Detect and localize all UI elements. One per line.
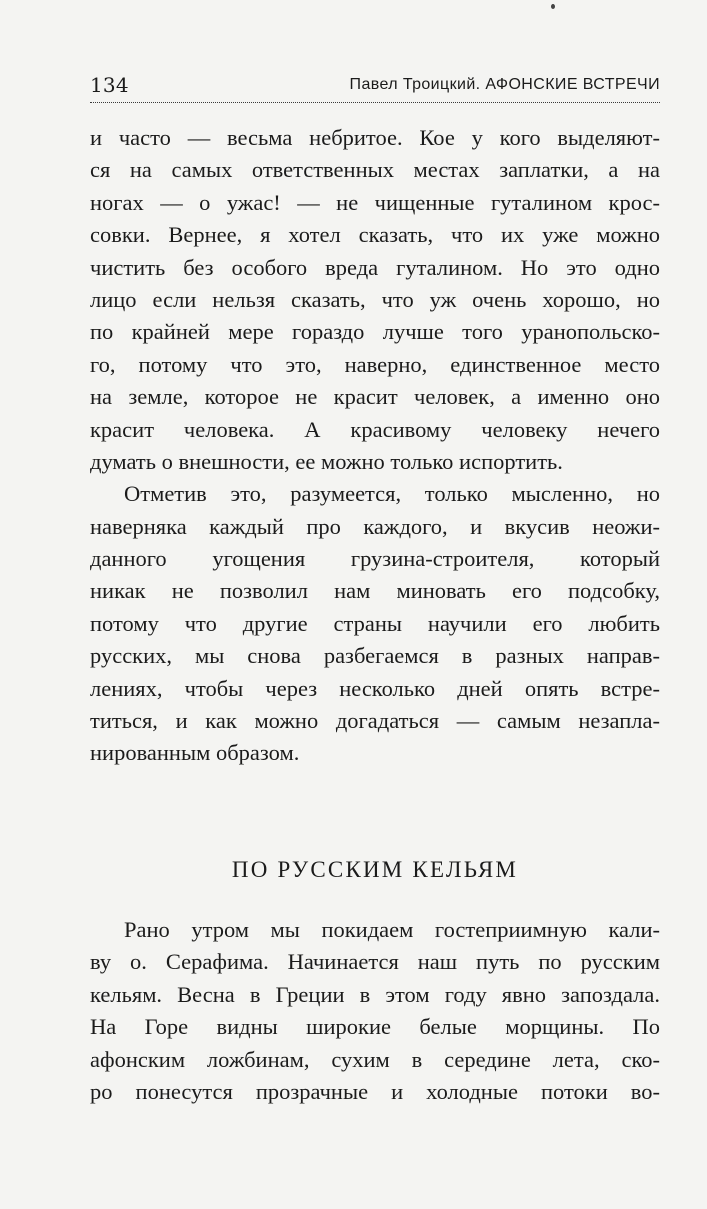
body-text <box>90 122 660 770</box>
text-line: русских, мы снова разбегаемся в разных направ- <box>90 643 660 669</box>
text-line: го, потому что это, наверно, единственное место <box>90 351 660 377</box>
text-line: потому что другие страны научили его любить <box>90 610 660 636</box>
text-line: наверняка каждый про каждого, и вкусив неожи- <box>90 513 660 539</box>
text-line: лениях, чтобы через несколько дней опять встре- <box>90 675 660 701</box>
text-line: кельям. Весна в Греции в этом году явно запоздала. <box>90 981 660 1007</box>
text-line: совки. Вернее, я хотел сказать, что их уже можно <box>90 222 660 248</box>
text-line: Отметив это, разумеется, только мысленно, но <box>124 481 660 507</box>
text-line: На Горе видны широкие белые морщины. По <box>90 1014 660 1040</box>
text-line: данного угощения грузина-строителя, который <box>90 546 660 572</box>
running-head: Павел Троицкий. АФОНСКИЕ ВСТРЕЧИ <box>349 76 660 93</box>
scan-speck <box>551 4 555 9</box>
text-line: никак не позволил нам миновать его подсобку, <box>90 578 660 604</box>
page-header <box>90 72 660 103</box>
text-line: по крайней мере гораздо лучше того уранопольско- <box>90 319 660 345</box>
text-line: на земле, которое не красит человек, а именно оно <box>90 384 660 410</box>
text-line: ногах — о ужас! — не чищенные гуталином крос- <box>90 189 660 215</box>
page-number: 134 <box>90 73 129 97</box>
chapter-text <box>90 914 660 1108</box>
text-line: ву о. Серафима. Начинается наш путь по русским <box>90 949 660 975</box>
text-line: и часто — весьма небритое. Кое у кого выделяют- <box>90 125 660 150</box>
text-line: красит человека. А красивому человеку нечего <box>90 416 660 442</box>
text-line: лицо если нельзя сказать, что уж очень хорошо, но <box>90 286 660 312</box>
text-line: думать о внешности, ее можно только испортить. <box>90 448 563 474</box>
text-line: Рано утром мы покидаем гостеприимную кали- <box>124 917 660 942</box>
text-line: афонским ложбинам, сухим в середине лета, ско- <box>90 1046 660 1072</box>
text-line: титься, и как можно догадаться — самым незапла- <box>90 708 660 734</box>
text-line: чистить без особого вреда гуталином. Но это одно <box>90 254 660 280</box>
text-line: ро понесутся прозрачные и холодные потоки во- <box>90 1078 660 1104</box>
text-line: нированным образом. <box>90 740 300 766</box>
chapter-title: ПО РУССКИМ КЕЛЬЯМ <box>231 857 519 882</box>
text-line: ся на самых ответственных местах заплатки, а на <box>90 157 660 183</box>
